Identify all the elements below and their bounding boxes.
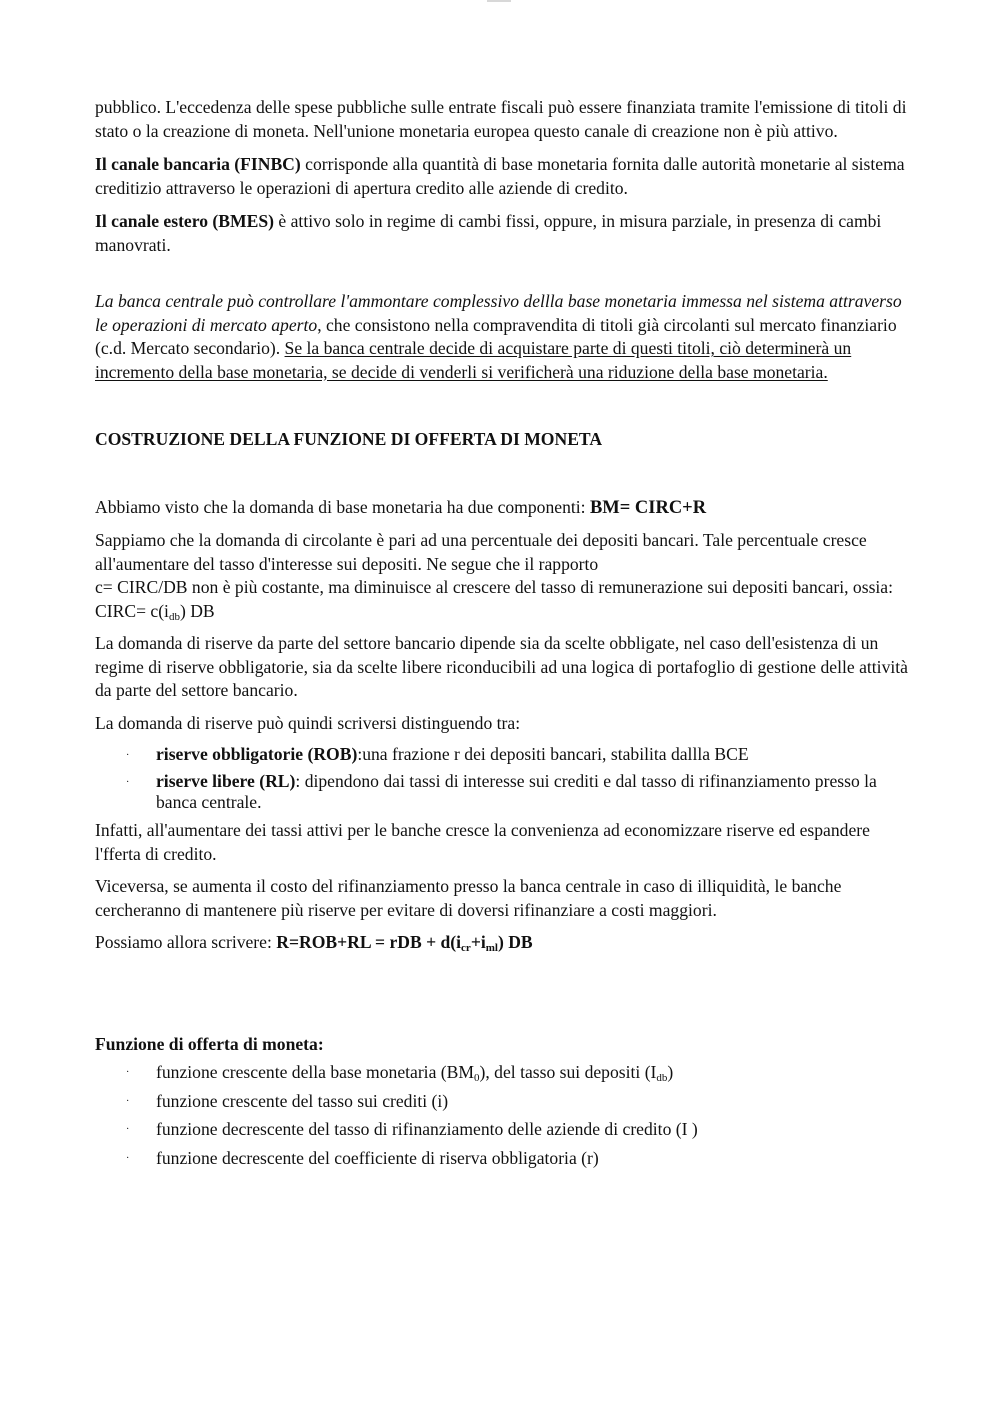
bullet-icon: ·: [126, 1067, 130, 1078]
paragraph-reserves-intro: La domanda di riserve può quindi scriversi distinguendo tra:: [95, 712, 521, 733]
list-item: [95, 1061, 910, 1085]
offer-heading: Funzione di offerta di moneta:: [95, 1033, 324, 1054]
formula-part3: ) DB: [497, 932, 533, 952]
list-item: [95, 744, 910, 765]
circulation-line1: Sappiamo che la domanda di circolante è pari ad una percentuale dei depositi bancari. Tale percentuale cresce all'aumentare del tasso d'interesse sui depositi. Ne segue che il rapporto: [95, 530, 867, 574]
reserve-text: :una frazione r dei depositi bancari, stabilita dallla BCE: [357, 744, 749, 764]
bullet-icon: ·: [126, 1124, 130, 1135]
reserve-text: : dipendono dai tassi di interesse sui crediti e dal tasso di rifinanziamento presso la banca centrale.: [156, 771, 877, 812]
list-item: [95, 1090, 910, 1114]
circulation-line2: c= CIRC/DB non è più costante, ma diminuisce al crescere del tasso di remunerazione sui depositi bancari, ossia: CIRC= c(i: [95, 577, 893, 621]
bullet-icon: ·: [126, 777, 130, 788]
offer-item-1-c: ): [667, 1062, 674, 1082]
bullet-icon: ·: [126, 1095, 130, 1107]
document-page: [95, 96, 910, 1175]
paragraph-bm-components: [95, 496, 910, 521]
offer-item-1-b: ), del tasso sui depositi (I: [479, 1062, 657, 1082]
formula-sub-ml: ml: [485, 942, 498, 954]
paragraph-circulation: [95, 529, 910, 623]
bm-components-text: Abbiamo visto che la domanda di base monetaria ha due componenti:: [95, 496, 590, 517]
list-item: [95, 1118, 910, 1142]
circulation-end: ) DB: [179, 600, 215, 621]
formula-sub-cr: cr: [461, 942, 471, 954]
bullet-icon: ·: [126, 750, 130, 761]
bm-formula: BM= CIRC+R: [589, 497, 707, 518]
bank-channel-text: corrisponde alla quantità di base monetaria fornita dalle autorità monetarie al sistema creditizio attraverso le operazioni di apertura credito alle aziende di credito.: [95, 154, 905, 198]
offer-list: [95, 1061, 910, 1170]
paragraph-open-market: [95, 290, 910, 384]
bank-channel-term: Il canale bancaria (FINBC): [95, 154, 301, 174]
reserve-term: riserve libere (RL): [156, 771, 296, 791]
open-market-text: , che consistono nella compravendita di titoli già circolanti sul mercato finanziario (c.d. Mercato secondario).: [95, 314, 897, 358]
page-header-mark: [487, 0, 511, 2]
open-market-underlined: Se la banca centrale decide di acquistare parte di questi titoli, ciò determinerà un incremento della base monetaria, se decide di venderli si verificherà una riduzione della base monetaria.: [95, 338, 852, 382]
paragraph-active-rates: Infatti, all'aumentare dei tassi attivi per le banche cresce la convenienza ad economizzare riserve ed espandere l'fferta di credito.: [95, 820, 870, 864]
reserve-term: riserve obbligatorie (ROB): [156, 744, 358, 764]
open-market-italic: La banca centrale può controllare l'ammontare complessivo dellla base monetaria immessa nel sistema attraverso le operazioni di mercato aperto: [95, 291, 902, 335]
paragraph-reserves-formula: [95, 931, 910, 955]
paragraph-bank-channel: [95, 153, 910, 200]
offer-item-2: funzione crescente del tasso sui crediti (i): [156, 1090, 449, 1111]
offer-item-1-sub2: db: [656, 1072, 668, 1084]
list-item: [95, 771, 910, 813]
circulation-subscript: db: [168, 610, 180, 623]
offer-item-4: funzione decrescente del coefficiente di riserva obbligatoria (r): [156, 1147, 599, 1168]
offer-item-1-sub1: 0: [474, 1072, 480, 1084]
formula-intro: Possiamo allora scrivere:: [95, 932, 277, 952]
paragraph-refinancing: Viceversa, se aumenta il costo del rifinanziamento presso la banca centrale in caso di illiquidità, le banche cercheranno di mantenere più riserve per evitare di doversi rifinanziare a costi maggiori.: [95, 876, 842, 920]
section-heading: COSTRUZIONE DELLA FUNZIONE DI OFFERTA DI MONETA: [95, 429, 603, 449]
offer-item-1-a: funzione crescente della base monetaria (BM: [156, 1062, 475, 1082]
list-item: [95, 1147, 910, 1171]
paragraph-public-channel: pubblico. L'eccedenza delle spese pubbliche sulle entrate fiscali può essere finanziata tramite l'emissione di titoli di stato o la creazione di moneta. Nell'unione monetaria europea questo canale di creazione non è più attivo.: [95, 97, 907, 141]
reserves-list: [95, 744, 910, 813]
paragraph-foreign-channel: [95, 210, 910, 257]
paragraph-reserves-demand: La domanda di riserve da parte del settore bancario dipende sia da scelte obbligate, nel caso dell'esistenza di un regime di riserve obbligatorie, sia da scelte libere riconducibili ad una logica di portafoglio di gestione delle attività da parte del settore bancario.: [95, 633, 908, 700]
bullet-icon: ·: [126, 1152, 130, 1164]
formula-part2: +i: [470, 932, 486, 952]
formula-part1: R=ROB+RL = rDB + d(i: [276, 932, 462, 952]
offer-item-3: funzione decrescente del tasso di rifinanziamento delle aziende di credito (I ): [156, 1119, 698, 1139]
foreign-channel-term: Il canale estero (BMES): [95, 211, 275, 231]
foreign-channel-text: è attivo solo in regime di cambi fissi, oppure, in misura parziale, in presenza di cambi manovrati.: [95, 211, 882, 255]
